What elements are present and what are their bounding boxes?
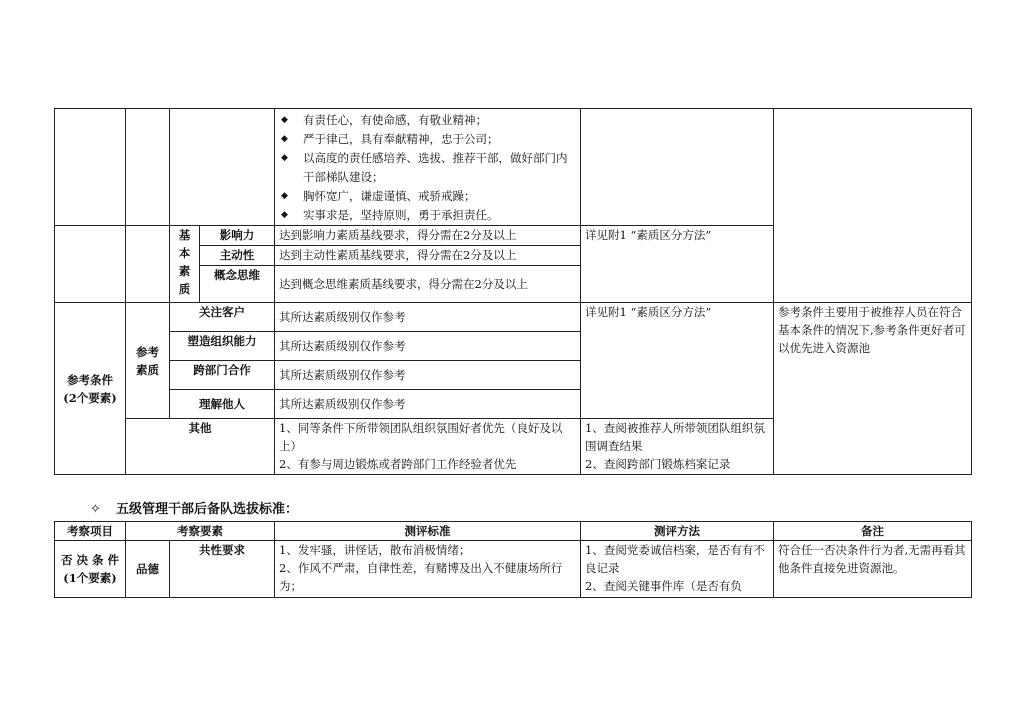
method-cell: 详见附1 “素质区分方法” [581, 226, 774, 303]
bullet-item: ◆ 以高度的责任感培养、选拔、推荐干部，做好部门内干部梯队建设； [279, 149, 576, 187]
bullet-item: ◆ 实事求是，坚持原则，勇于承担责任。 [279, 206, 576, 225]
bullet-item: ◆ 胸怀宽广，谦虚谨慎、戒骄戒躁； [279, 187, 576, 206]
quality-standard: 其所达素质级别仅作参考 [275, 390, 581, 419]
header-cell: 备注 [774, 522, 972, 541]
remark-empty-cell [774, 109, 972, 303]
quality-name: 影响力 [200, 226, 275, 246]
qualification-table-continued [54, 108, 972, 475]
quality-standard: 其所达素质级别仅作参考 [275, 361, 581, 390]
veto-conditions-label: 否 决 条 件 (1个要素) [55, 541, 126, 598]
quality-name: 概念思维 [200, 266, 275, 303]
quality-name: 塑造组织能力 [170, 332, 275, 361]
quality-name: 主动性 [200, 246, 275, 266]
header-cell: 考察项目 [55, 522, 126, 541]
quality-name: 理解他人 [170, 390, 275, 419]
empty-cell [126, 226, 170, 303]
bullet-item: ◆ 有责任心，有使命感，有敬业精神； [279, 111, 576, 130]
other-label: 其他 [126, 419, 275, 475]
empty-cell [55, 226, 126, 303]
morality-label: 品德 [126, 541, 170, 598]
section-heading-text: 五级管理干部后备队选拔标准： [116, 502, 299, 517]
quality-standard: 达到概念思维素质基线要求，得分需在2分及以上 [275, 266, 581, 303]
quality-standard: 其所达素质级别仅作参考 [275, 332, 581, 361]
other-method: 1、查阅被推荐人所带领团队组织氛围调查结果 2、查阅跨部门锻炼档案记录 [581, 419, 774, 475]
diamond-outline-icon: ✧ [90, 502, 101, 517]
quality-name: 关注客户 [170, 303, 275, 332]
header-cell: 考察要素 [126, 522, 275, 541]
other-standard: 1、同等条件下所带领团队组织氛围好者优先（良好及以上） 2、有参与周边锻炼或者跨部门工作经验者优先 [275, 419, 581, 475]
common-requirement-label: 共性要求 [170, 541, 275, 598]
remark-cell: 参考条件主要用于被推荐人员在符合基本条件的情况下,参考条件更好者可以优先进入资源池 [774, 303, 972, 475]
responsibility-bullets [275, 109, 581, 226]
section-heading [90, 498, 298, 517]
reference-conditions-label: 参考条件 (2个要素) [55, 303, 126, 475]
veto-standard: 1、发牢骚，讲怪话，散布消极情绪； 2、作风不严肃，自律性差，有赌博及出入不健康场所行为； [275, 541, 581, 598]
reference-quality-label: 参考 素质 [126, 303, 170, 419]
bullet-item: ◆ 严于律己，具有奉献精神，忠于公司； [279, 130, 576, 149]
basic-quality-label: 基 本 素 质 [170, 226, 200, 303]
header-cell: 测评方法 [581, 522, 774, 541]
level5-selection-table [54, 521, 972, 598]
veto-remark: 符合任一否决条件行为者,无需再看其他条件直接免进资源池。 [774, 541, 972, 598]
veto-method: 1、查阅党委诚信档案，是否有有不良记录 2、查阅关键事件库（是否有负 [581, 541, 774, 598]
quality-standard: 达到影响力素质基线要求，得分需在2分及以上 [275, 226, 581, 246]
empty-cell [581, 109, 774, 226]
empty-cell [55, 109, 126, 226]
empty-cell [126, 109, 170, 226]
quality-name: 跨部门合作 [170, 361, 275, 390]
empty-cell [170, 109, 275, 226]
method-cell: 详见附1 “素质区分方法” [581, 303, 774, 419]
quality-standard: 达到主动性素质基线要求，得分需在2分及以上 [275, 246, 581, 266]
quality-standard: 其所达素质级别仅作参考 [275, 303, 581, 332]
header-cell: 测评标准 [275, 522, 581, 541]
